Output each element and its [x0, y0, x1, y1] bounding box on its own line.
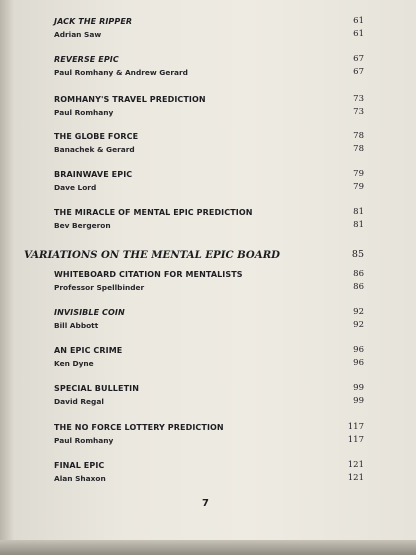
- toc-entry-brainwave-epic: [54, 168, 364, 194]
- page-number: 7: [202, 498, 209, 509]
- entry-author: Banachek & Gerard: [54, 145, 135, 154]
- entry-page-repeat: 79: [353, 182, 364, 192]
- entry-page: 86: [353, 269, 364, 279]
- entry-author: Ken Dyne: [54, 359, 94, 368]
- entry-page: 61: [353, 16, 364, 26]
- entry-title: REVERSE EPIC: [54, 55, 119, 64]
- entry-author: David Regal: [54, 397, 104, 406]
- toc-entry-reverse-epic: [54, 53, 364, 79]
- entry-author: Bill Abbott: [54, 321, 99, 330]
- entry-page-repeat: 86: [353, 282, 364, 292]
- entry-page-repeat: 61: [353, 29, 364, 39]
- entry-page: 78: [353, 131, 364, 141]
- entry-title: THE GLOBE FORCE: [54, 132, 139, 141]
- toc-entry-jack-the-ripper: [54, 15, 364, 41]
- section-page: 85: [351, 249, 364, 260]
- entry-title: FINAL EPIC: [54, 461, 105, 470]
- entry-author: Paul Romhany: [54, 436, 114, 445]
- entry-title: THE MIRACLE OF MENTAL EPIC PREDICTION: [54, 208, 253, 217]
- entry-page-repeat: 81: [353, 220, 364, 230]
- table-surface: [0, 540, 416, 555]
- entry-page: 121: [347, 460, 364, 470]
- entry-author: Paul Romhany: [54, 108, 114, 117]
- entry-page-repeat: 78: [353, 144, 364, 154]
- entry-page-repeat: 117: [347, 435, 364, 445]
- entry-author: Bev Bergeron: [54, 221, 111, 230]
- entry-page: 96: [353, 345, 364, 355]
- entry-page-repeat: 67: [353, 67, 364, 77]
- entry-title: AN EPIC CRIME: [54, 346, 123, 355]
- entry-page-repeat: 121: [347, 473, 364, 483]
- toc-entry-romhanys-travel-prediction: [54, 93, 364, 119]
- entry-page-repeat: 99: [353, 396, 364, 406]
- entry-title: THE NO FORCE LOTTERY PREDICTION: [54, 423, 224, 432]
- section-heading-variations: [24, 247, 364, 263]
- entry-page-repeat: 92: [353, 320, 364, 330]
- entry-author: Dave Lord: [54, 183, 97, 192]
- entry-title: INVISIBLE COIN: [54, 308, 125, 317]
- entry-title: WHITEBOARD CITATION FOR MENTALISTS: [54, 270, 243, 279]
- entry-author: Alan Shaxon: [54, 474, 106, 483]
- section-title: VARIATIONS ON THE MENTAL EPIC BOARD: [24, 249, 280, 261]
- entry-page-repeat: 96: [353, 358, 364, 368]
- toc-entry-miracle-of-mental-epic-prediction: [54, 206, 364, 232]
- entry-page: 67: [353, 54, 364, 64]
- entry-title: BRAINWAVE EPIC: [54, 170, 133, 179]
- entry-title: JACK THE RIPPER: [54, 17, 133, 26]
- entry-page: 92: [353, 307, 364, 317]
- toc-entry-final-epic: [54, 459, 364, 485]
- entry-title: ROMHANY'S TRAVEL PREDICTION: [54, 95, 206, 104]
- entry-author: Paul Romhany & Andrew Gerard: [54, 68, 188, 77]
- entry-page: 73: [353, 94, 364, 104]
- entry-title: SPECIAL BULLETIN: [54, 384, 139, 393]
- toc-entry-whiteboard-citation: [54, 268, 364, 294]
- toc-entry-the-globe-force: [54, 130, 364, 156]
- toc-entry-invisible-coin: [54, 306, 364, 332]
- toc-entry-special-bulletin: [54, 382, 364, 408]
- entry-page: 81: [353, 207, 364, 217]
- toc-entry-an-epic-crime: [54, 344, 364, 370]
- entry-page: 79: [353, 169, 364, 179]
- entry-author: Adrian Saw: [54, 30, 102, 39]
- entry-author: Professor Spellbinder: [54, 283, 145, 292]
- entry-page-repeat: 73: [353, 107, 364, 117]
- toc-entry-no-force-lottery-prediction: [54, 421, 364, 447]
- entry-page: 117: [347, 422, 364, 432]
- entry-page: 99: [353, 383, 364, 393]
